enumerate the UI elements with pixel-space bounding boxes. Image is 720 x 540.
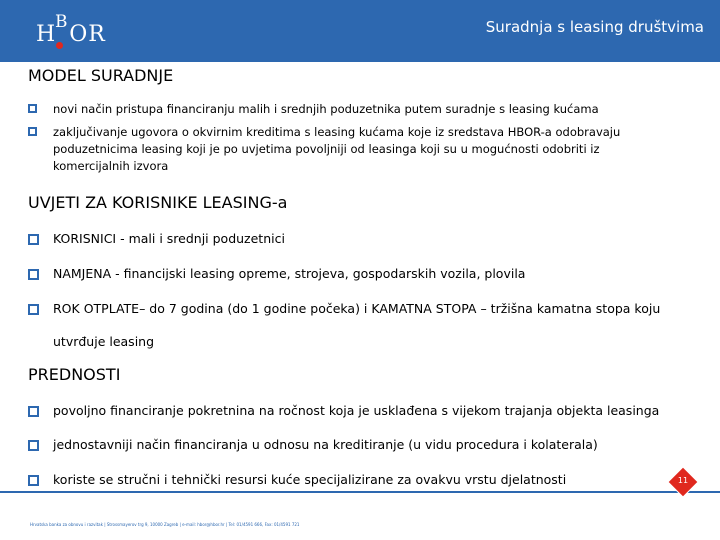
- bullet-square-icon: [28, 127, 37, 136]
- bullet-square-icon: [28, 304, 39, 315]
- prednosti-item: [28, 403, 698, 419]
- slide-title: Suradnja s leasing društvima: [485, 18, 704, 36]
- prednosti-item-text: jednostavniji način financiranja u odnosu na kreditiranje (u vidu procedura i kolaterala): [53, 437, 598, 452]
- footer-divider: [0, 491, 720, 493]
- bullet-square-icon: [28, 406, 39, 417]
- model-item-text: zaključivanje ugovora o okvirnim kreditima s leasing kućama koje iz sredstava HBOR-a odobravaju poduzetnicima leasing koji je po uvjetima povoljniji od leasinga koji su u mogućnosti odobriti iz komercijalnih izvora: [53, 125, 621, 173]
- prednosti-item-text: povoljno financiranje pokretnina na ročnost koja je usklađena s vijekom trajanja objekta leasinga: [53, 403, 660, 418]
- bullet-square-icon: [28, 104, 37, 113]
- bullet-square-icon: [28, 475, 39, 486]
- uvjeti-item: [28, 231, 698, 247]
- section-title-prednosti: PREDNOSTI: [28, 365, 121, 384]
- uvjeti-item-text: NAMJENA - financijski leasing opreme, strojeva, gospodarskih vozila, plovila: [53, 266, 526, 281]
- model-item: [28, 101, 698, 118]
- uvjeti-item-text: KORISNICI - mali i srednji poduzetnici: [53, 231, 285, 246]
- logo-letters: H OR: [36, 22, 106, 47]
- model-item: [28, 124, 688, 175]
- uvjeti-item-text: ROK OTPLATE– do 7 godina (do 1 godine počeka) i KAMATNA STOPA – tržišna kamatna stopa koju utvrđuje leasing: [53, 301, 661, 349]
- logo-dot: [56, 42, 63, 49]
- hbor-logo: [36, 12, 116, 52]
- page-number: 11: [677, 476, 689, 485]
- logo-letter-b: B: [55, 12, 68, 32]
- prednosti-item: [28, 472, 698, 488]
- prednosti-item-text: koriste se stručni i tehnički resursi kuće specijalizirane za ovakvu vrstu djelatnosti: [53, 472, 567, 487]
- section-title-model: MODEL SURADNJE: [28, 66, 174, 85]
- prednosti-item: [28, 437, 698, 453]
- footer-contact: Hrvatska banka za obnovu i razvitak | Strossmayerov trg 9, 10000 Zagreb | e-mail: hbor@hbor.hr | Tel: 01/4591 666, Fax: 01/4591 721: [30, 522, 300, 527]
- uvjeti-item: [28, 301, 708, 358]
- section-title-uvjeti: UVJETI ZA KORISNIKE LEASING-a: [28, 193, 288, 212]
- model-item-text: novi način pristupa financiranju malih i srednjih poduzetnika putem suradnje s leasing kućama: [53, 102, 599, 116]
- header-bar: [0, 0, 720, 62]
- bullet-square-icon: [28, 269, 39, 280]
- bullet-square-icon: [28, 234, 39, 245]
- bullet-square-icon: [28, 440, 39, 451]
- uvjeti-item: [28, 266, 698, 282]
